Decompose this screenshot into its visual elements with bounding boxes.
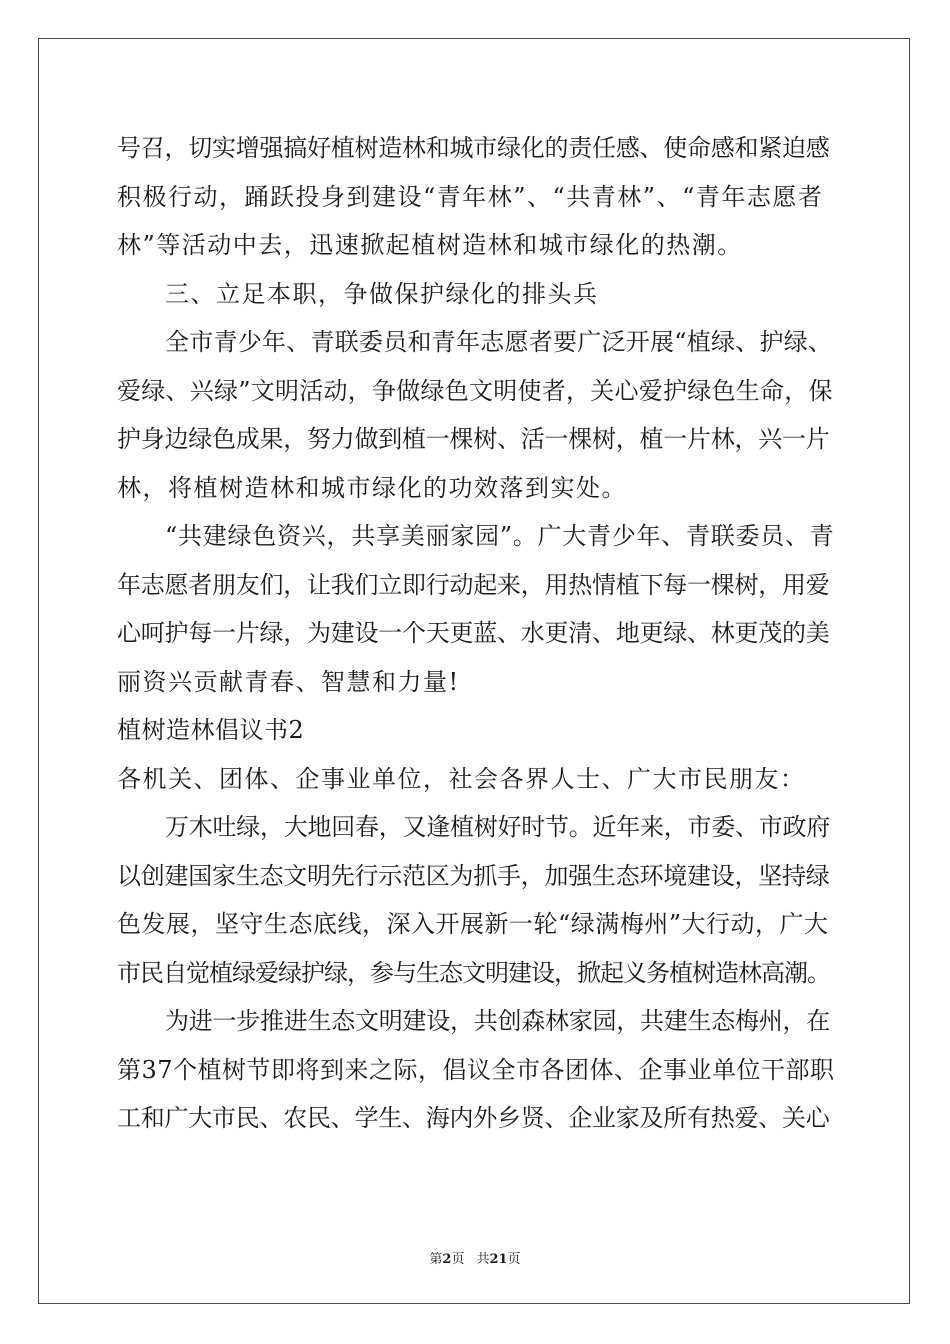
- text-line: 号召，切实增强搞好植树造林和城市绿化的责任感、使命感和紧迫感: [117, 134, 830, 162]
- page-current: 2: [442, 1252, 452, 1267]
- text-line: 丽资兴贡献青春、智慧和力量!: [117, 667, 460, 696]
- page-footer: [0, 1248, 950, 1267]
- text-line: 以创建国家生态文明先行示范区为抓手，加强生态环境建设，坚持绿: [117, 861, 830, 890]
- text-line: 林，将植树造林和城市绿化的功效落到实处。: [117, 473, 627, 502]
- text-line: 积极行动，踊跃投身到建设“青年林”、“共青林”、“青年志愿者: [117, 182, 824, 211]
- text-line: 万木吐绿，大地回春，又逢植树好时节。近年来，市委、市政府: [165, 813, 830, 841]
- text-line: 工和广大市民、农民、学生、海内外乡贤、企业家及所有热爱、关心: [117, 1104, 830, 1132]
- total-prefix: 共: [476, 1252, 490, 1267]
- text-line: 为进一步推进生态文明建设，共创森林家园，共建生态梅州，在: [165, 1007, 830, 1035]
- page-prefix: 第: [429, 1252, 443, 1267]
- text-line: 年志愿者朋友们，让我们立即行动起来，用热情植下每一棵树，用爱: [117, 570, 830, 599]
- text-line: 护身边绿色成果，努力做到植一棵树、活一棵树，植一片林，兴一片: [117, 425, 830, 453]
- text-line: 心呵护每一片绿，为建设一个天更蓝、水更清、地更绿、林更茂的美: [117, 619, 830, 647]
- text-line: 全市青少年、青联委员和青年志愿者要广泛开展“植绿、护绿、: [165, 328, 833, 356]
- text-line: 爱绿、兴绿”文明活动，争做绿色文明使者，关心爱护绿色生命，保: [117, 376, 833, 405]
- text-line: 色发展，坚守生态底线，深入开展新一轮“绿满梅州”大行动，广大: [117, 910, 829, 938]
- text-line: 各机关、团体、企事业单位，社会各界人士、广大市民朋友：: [117, 764, 806, 793]
- text-line: 三、立足本职，争做保护绿化的排头兵: [165, 279, 599, 308]
- section-heading: 植树造林倡议书2: [117, 716, 305, 744]
- text-line: “共建绿色资兴，共享美丽家园”。广大青少年、青联委员、青: [165, 522, 835, 550]
- page-total: 21: [489, 1252, 508, 1267]
- text-line: 市民自觉植绿爱绿护绿，参与生态文明建设，掀起义务植树造林高潮。: [117, 958, 830, 987]
- total-suffix: 页: [507, 1252, 521, 1267]
- text-line: 第37个植树节即将到来之际，倡议全市各团体、企事业单位干部职: [117, 1055, 835, 1084]
- text-line: 林”等活动中去，迅速掀起植树造林和城市绿化的热潮。: [117, 231, 743, 259]
- document-body: [117, 124, 835, 1143]
- page-suffix: 页: [451, 1252, 465, 1267]
